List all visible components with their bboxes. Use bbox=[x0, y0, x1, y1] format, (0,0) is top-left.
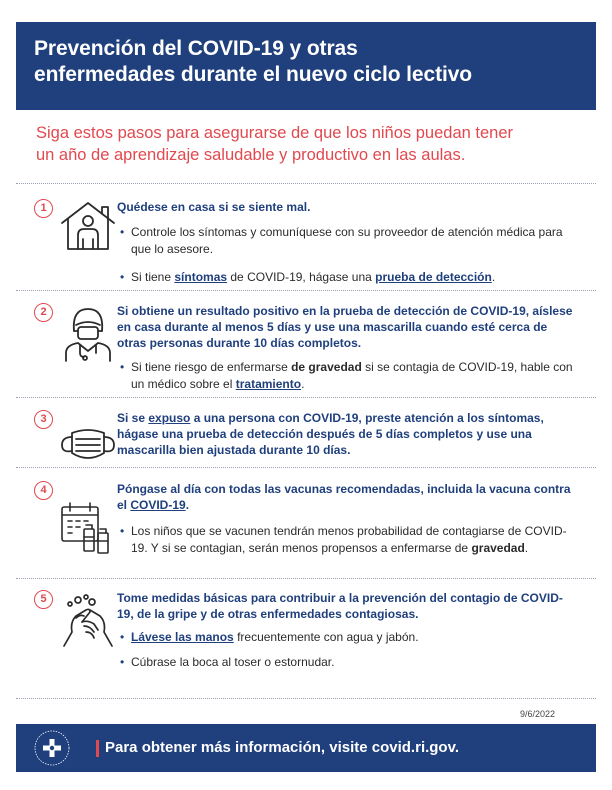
text-span: Póngase al día con todas las vacunas recomendadas, incluida la vacuna contra el bbox=[117, 482, 571, 512]
step-3 bbox=[34, 410, 594, 470]
divider bbox=[16, 578, 596, 579]
step-2 bbox=[34, 303, 594, 398]
bold-span: de gravedad bbox=[291, 360, 362, 374]
subtitle-line1: Siga estos pasos para asegurarse de que los niños puedan tener bbox=[36, 124, 513, 142]
subtitle-line2: un año de aprendizaje saludable y productivo en las aulas. bbox=[36, 146, 466, 164]
step-2-bullet-1 bbox=[117, 359, 577, 393]
text-span: Si se bbox=[117, 411, 149, 425]
washing-hands-icon bbox=[58, 592, 118, 652]
step-2-lead: Si obtiene un resultado positivo en la prueba de detección de COVID-19, aíslese en casa durante al menos 5 días y use una mascarilla cuando esté cerca de otras personas durante 10 días completos. bbox=[117, 304, 573, 350]
step-1-bullet-2 bbox=[117, 269, 577, 286]
step-4-lead bbox=[117, 481, 577, 513]
covid-19-vacuna-link[interactable]: COVID-19 bbox=[130, 498, 186, 512]
step-4 bbox=[34, 481, 594, 581]
step-1-lead: Quédese en casa si se siente mal. bbox=[117, 200, 311, 214]
text-span: de COVID-19, hágase una bbox=[227, 270, 376, 284]
prueba-de-deteccion-link[interactable]: prueba de detección bbox=[375, 270, 492, 284]
step-4-bullet-1 bbox=[117, 523, 577, 557]
step-3-body bbox=[117, 410, 577, 458]
step-number: 1 bbox=[34, 199, 53, 218]
text-span: . bbox=[301, 377, 305, 391]
step-3-lead bbox=[117, 410, 577, 458]
face-mask-icon bbox=[58, 414, 118, 474]
step-1 bbox=[34, 199, 594, 289]
text-span: Si tiene riesgo de enfermarse bbox=[131, 360, 292, 374]
step-5-body bbox=[117, 590, 577, 671]
masked-doctor-icon bbox=[58, 303, 118, 363]
step-number: 4 bbox=[34, 481, 53, 500]
divider bbox=[16, 698, 596, 699]
document-date: 9/6/2022 bbox=[520, 709, 556, 719]
expuso-link[interactable]: expuso bbox=[148, 411, 191, 425]
divider bbox=[16, 467, 596, 468]
step-number: 3 bbox=[34, 410, 53, 429]
divider bbox=[16, 397, 596, 398]
step-1-body bbox=[117, 199, 577, 286]
house-person-icon bbox=[58, 199, 118, 259]
step-5-lead: Tome medidas básicas para contribuir a la prevención del contagio de COVID-19, de la gripe y de otras enfermedades contagiosas. bbox=[117, 591, 563, 621]
text-span: Los niños que se vacunen tendrán menos probabilidad de contagiarse de COVID-19. Y si se contagian, serán menos propensos a enfermarse de bbox=[131, 524, 567, 555]
bold-span: gravedad bbox=[471, 541, 525, 555]
tratamiento-link[interactable]: tratamiento bbox=[235, 377, 302, 391]
header-banner bbox=[16, 22, 596, 110]
page-title-line2: enfermedades durante el nuevo ciclo lectivo bbox=[34, 63, 473, 86]
text-span: . bbox=[185, 498, 190, 512]
sintomas-link[interactable]: síntomas bbox=[174, 270, 228, 284]
subtitle bbox=[36, 122, 586, 166]
divider bbox=[16, 183, 596, 184]
text-span: . bbox=[524, 541, 529, 555]
page-title-line1: Prevención del COVID-19 y otras bbox=[34, 37, 358, 60]
step-2-body bbox=[117, 303, 577, 393]
footer-more-info-text[interactable]: Para obtener más información, visite covid.ri.gov. bbox=[105, 739, 459, 756]
step-4-body bbox=[117, 481, 577, 557]
footer-banner bbox=[16, 724, 596, 772]
step-5-bullet-2: • Cúbrase la boca al toser o estornudar. bbox=[117, 654, 577, 671]
lavese-las-manos-link[interactable]: Lávese las manos bbox=[131, 630, 234, 644]
step-5 bbox=[34, 590, 594, 680]
text-span: Si tiene bbox=[131, 270, 175, 284]
text-span: a una persona con COVID-19, preste atención a los síntomas, hágase una prueba de detección después de 5 días completos y use una mascarilla bien ajustada durante 10 días. bbox=[117, 411, 544, 457]
step-number: 5 bbox=[34, 590, 53, 609]
divider bbox=[16, 290, 596, 291]
footer-accent-bar bbox=[96, 740, 99, 757]
step-number: 2 bbox=[34, 303, 53, 322]
calendar-vaccine-icon bbox=[58, 499, 118, 559]
step-5-bullet-1 bbox=[117, 629, 577, 646]
text-span: si se contagia de COVID-19, hable con un médico sobre el bbox=[131, 360, 573, 391]
step-1-bullet-1: • Controle los síntomas y comuníquese con su proveedor de atención médica para que lo asesore. bbox=[117, 224, 577, 258]
ri-department-of-health-seal-icon bbox=[32, 728, 72, 768]
text-span: . bbox=[491, 270, 496, 284]
text-span: frecuentemente con agua y jabón. bbox=[233, 630, 419, 644]
